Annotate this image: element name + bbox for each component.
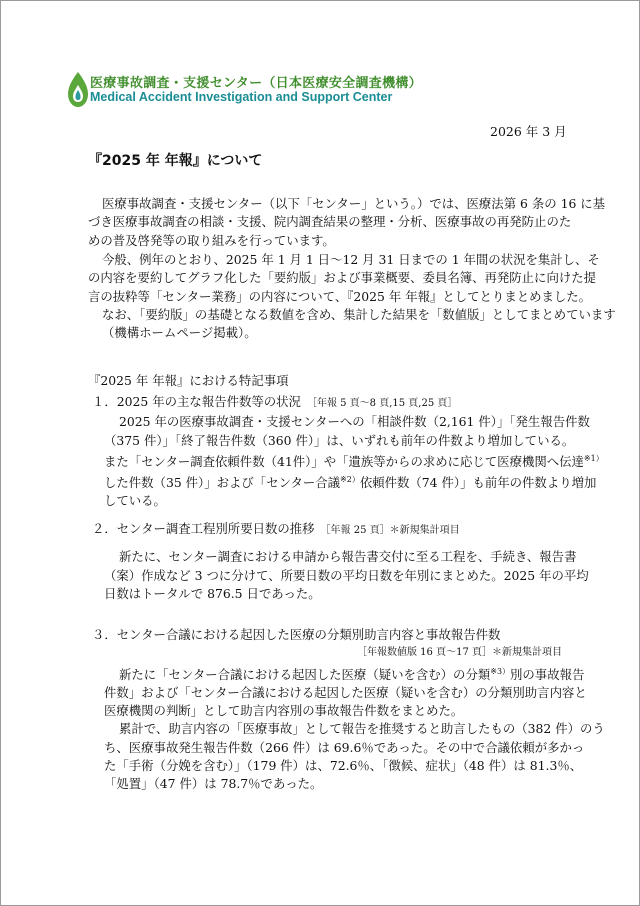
intro-paragraph-1 (88, 195, 605, 250)
text-line: （375 件）」「終了報告件数（360 件）」は、いずれも前年の件数より増加している。 (104, 432, 575, 448)
document-title: 『2025 年 年報』について (88, 153, 263, 169)
organization-name-jp: 医療事故調査・支援センター（日本医療安全調査機構） (90, 76, 422, 91)
footnote-marker-2: ※2） (340, 475, 360, 485)
text-line: 件数」および「センター合議における起因した医療（疑いを含む）の分類別助言内容と (104, 684, 587, 700)
item-1-title: １．2025 年の主な報告件数等の状況 ［年報 5 頁～8 頁,15 頁,25 頁］ (92, 394, 458, 409)
text-line: ち、医療事故発生報告件数（266 件）は 69.6％であった。その中で合議依頼が多かっ (104, 739, 585, 755)
text-line: 言の抜粋等「センター業務」の内容について、『2025 年 年報』としてとりまとめました。 (88, 288, 592, 304)
text-line: 医療事故調査・支援センター（以下「センター」という。）では、医療法第 6 条の 16 に基 (102, 196, 606, 211)
text-line: 日数はトータルで 876.5 日であった。 (104, 585, 321, 601)
text-line: また「センター調査依頼件数（41件）」や「遺族等からの求めに応じて医療機関へ伝達$^{※1)}$ (104, 453, 604, 469)
text-line: づき医療事故調査の相談・支援、院内調査結果の整理・分析、医療事故の再発防止のた (88, 214, 572, 230)
text-line: している。 (104, 493, 166, 509)
text-line: した件数（35 件）」および「センター合議$^{※2)}$依頼件数（74 件）」も前年の件数より増加 (104, 475, 597, 491)
text-line: 「処置」（47 件）は 78.7％であった。 (104, 776, 323, 792)
item-2-title: ２．センター調査工程別所要日数の推移 ［年報 25 頁］＊新規集計項目 (92, 521, 460, 536)
text-line: 累計で、助言内容の「医療事故」として報告を推奨すると助言したもの（382 件）のう (119, 721, 605, 737)
item-2-reference: ［年報 25 頁］＊新規集計項目 (320, 525, 460, 536)
text-line: 医療機関の判断」として助言内容別の事故報告件数をまとめた。 (104, 703, 464, 719)
text-line: 今般、例年のとおり、2025 年 1 月 1 日～12 月 31 日までの 1 年間の状況を集計し、そ (102, 252, 600, 267)
item-3-reference: ［年報数値版 16 頁～17 頁］＊新規集計項目 (357, 647, 562, 659)
text-line: 新たに、センター調査における申請から報告書交付に至る工程を、手続き、報告書 (119, 549, 577, 565)
text-line: なお、「要約版」の基礎となる数値を含め、集計した結果を「数値版」としてまとめています (102, 307, 616, 322)
item-1 (92, 393, 604, 511)
text-line: の内容を要約してグラフ化した「要約版」および事業概要、委員名簿、再発防止に向けた提 (88, 270, 597, 286)
item-1-reference: ［年報 5 頁～8 頁,15 頁,25 頁］ (306, 398, 458, 409)
issue-date: 2026 年 3 月 (490, 124, 567, 139)
organization-name-en: Medical Accident Investigation and Support Center (90, 90, 393, 104)
item-2 (92, 520, 589, 603)
item-3 (92, 626, 605, 794)
text-line: 新たに「センター合議における起因した医療（疑いを含む）の分類$^{※3)}$別の事故報告 (119, 666, 585, 682)
text-line: （機構ホームページ掲載）。 (102, 325, 257, 341)
drop-logo-icon (67, 71, 91, 109)
item-3-title: ３．センター合議における起因した医療の分類別助言内容と事故報告件数 (92, 627, 501, 642)
text-line: 2025 年の医療事故調査・支援センターへの「相談件数（2,161 件）」「発生報告件数 (119, 414, 590, 430)
intro-paragraph-2 (88, 251, 600, 306)
text-line: めの普及啓発等の取り組みを行っています。 (88, 232, 335, 248)
text-line: （案）作成など 3 つに分けて、所要日数の平均日数を年別にまとめた。2025 年の平均 (104, 567, 589, 583)
footnote-marker-3: ※3） (490, 666, 511, 676)
text-line: た「手術（分娩を含む）」（179 件）は、72.6％、「徴候、症状」（48 件）は 81.3％、 (104, 758, 583, 774)
intro-paragraph-3 (88, 306, 616, 343)
footnote-marker-1: ※1） (583, 453, 604, 463)
special-notes-heading: 『2025 年 年報』における特記事項 (88, 373, 289, 388)
